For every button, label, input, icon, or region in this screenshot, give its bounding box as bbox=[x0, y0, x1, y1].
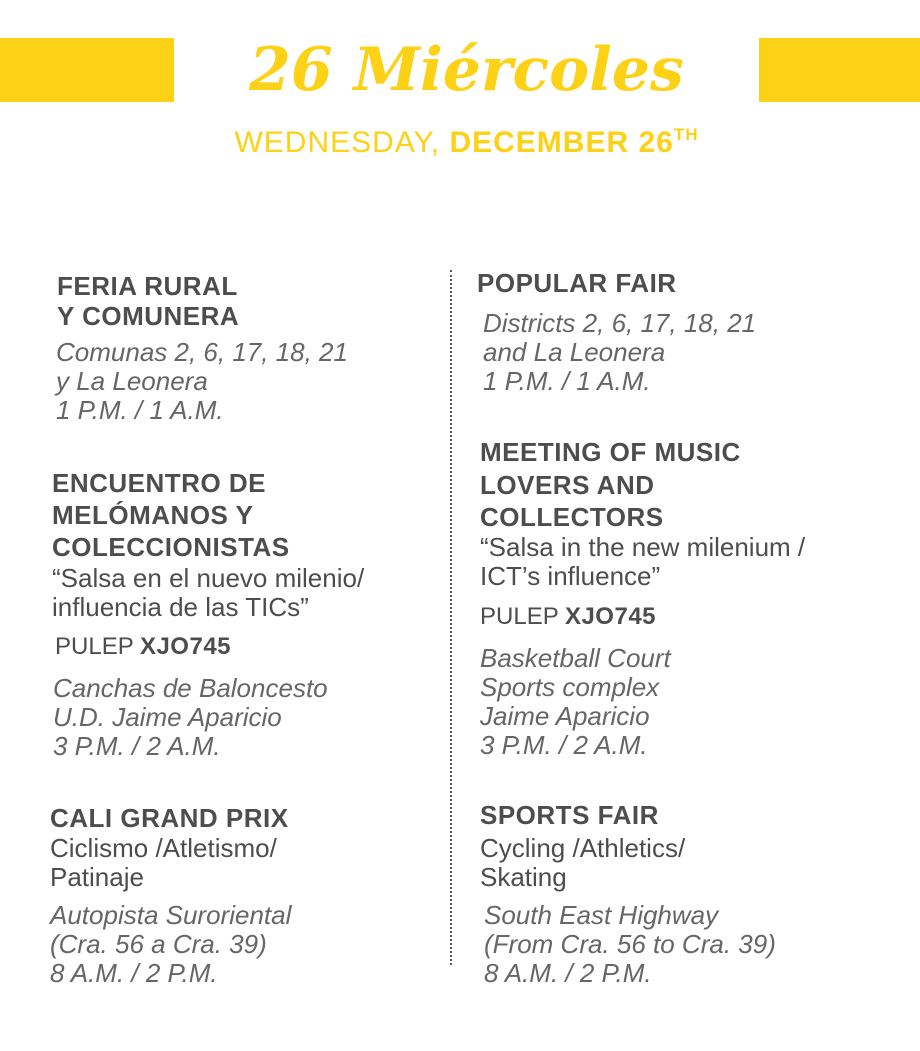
event-title: COLLECTORS bbox=[480, 502, 664, 532]
event-title: FERIA RURAL bbox=[57, 271, 238, 301]
event-description: influencia de las TICs” bbox=[52, 592, 309, 622]
event-place: (From Cra. 56 to Cra. 39) bbox=[484, 929, 776, 959]
event-time: 1 P.M. / 1 A.M. bbox=[56, 395, 224, 425]
event-place: Comunas 2, 6, 17, 18, 21 bbox=[56, 337, 348, 367]
event-description: Skating bbox=[480, 862, 567, 892]
column-divider bbox=[450, 270, 452, 965]
event-description: “Salsa en el nuevo milenio/ bbox=[52, 563, 365, 593]
event-place: Canchas de Baloncesto bbox=[53, 673, 328, 703]
subtitle-date: DECEMBER 26 bbox=[449, 126, 674, 159]
event-description: Patinaje bbox=[50, 862, 144, 892]
subtitle-date-suffix: TH bbox=[673, 125, 699, 144]
event-title: MEETING OF MUSIC bbox=[480, 437, 741, 467]
page-title: 26 Miércoles bbox=[249, 35, 684, 105]
pulep-code: XJO745 bbox=[564, 603, 657, 630]
event-place: (Cra. 56 a Cra. 39) bbox=[50, 929, 267, 959]
event-place: and La Leonera bbox=[483, 337, 666, 367]
event-title: SPORTS FAIR bbox=[480, 800, 659, 830]
event-place: Basketball Court bbox=[480, 643, 671, 673]
event-description: “Salsa in the new milenium / bbox=[480, 532, 806, 562]
event-place: Districts 2, 6, 17, 18, 21 bbox=[483, 308, 757, 338]
event-time: 8 A.M. / 2 P.M. bbox=[50, 958, 218, 988]
event-place: Autopista Suroriental bbox=[50, 900, 292, 930]
event-time: 8 A.M. / 2 P.M. bbox=[484, 958, 652, 988]
event-description: Ciclismo /Atletismo/ bbox=[50, 833, 277, 863]
event-place: Sports complex bbox=[480, 672, 660, 702]
pulep-code: XJO745 bbox=[139, 633, 232, 660]
event-pulep bbox=[55, 632, 231, 661]
event-title: CALI GRAND PRIX bbox=[50, 803, 289, 833]
subtitle-weekday: WEDNESDAY, bbox=[234, 126, 441, 159]
event-title: ENCUENTRO DE bbox=[52, 468, 267, 498]
event-title: Y COMUNERA bbox=[57, 301, 240, 331]
pulep-label: PULEP bbox=[480, 603, 559, 630]
event-title: MELÓMANOS Y bbox=[52, 500, 254, 530]
event-time: 3 P.M. / 2 A.M. bbox=[480, 730, 648, 760]
header-band-left bbox=[0, 38, 174, 102]
event-place: South East Highway bbox=[484, 900, 719, 930]
event-time: 1 P.M. / 1 A.M. bbox=[483, 366, 651, 396]
pulep-label: PULEP bbox=[55, 633, 134, 660]
event-time: 3 P.M. / 2 A.M. bbox=[53, 731, 221, 761]
header-band-right bbox=[759, 38, 920, 102]
event-description: Cycling /Athletics/ bbox=[480, 833, 686, 863]
event-title: POPULAR FAIR bbox=[477, 268, 677, 298]
event-pulep bbox=[480, 602, 656, 631]
event-place: y La Leonera bbox=[56, 366, 208, 396]
event-title: COLECCIONISTAS bbox=[52, 532, 290, 562]
event-description: ICT’s influence” bbox=[480, 561, 661, 591]
event-place: U.D. Jaime Aparicio bbox=[53, 702, 282, 732]
event-place: Jaime Aparicio bbox=[480, 701, 650, 731]
page-subtitle bbox=[174, 115, 759, 163]
event-title: LOVERS AND bbox=[480, 470, 655, 500]
